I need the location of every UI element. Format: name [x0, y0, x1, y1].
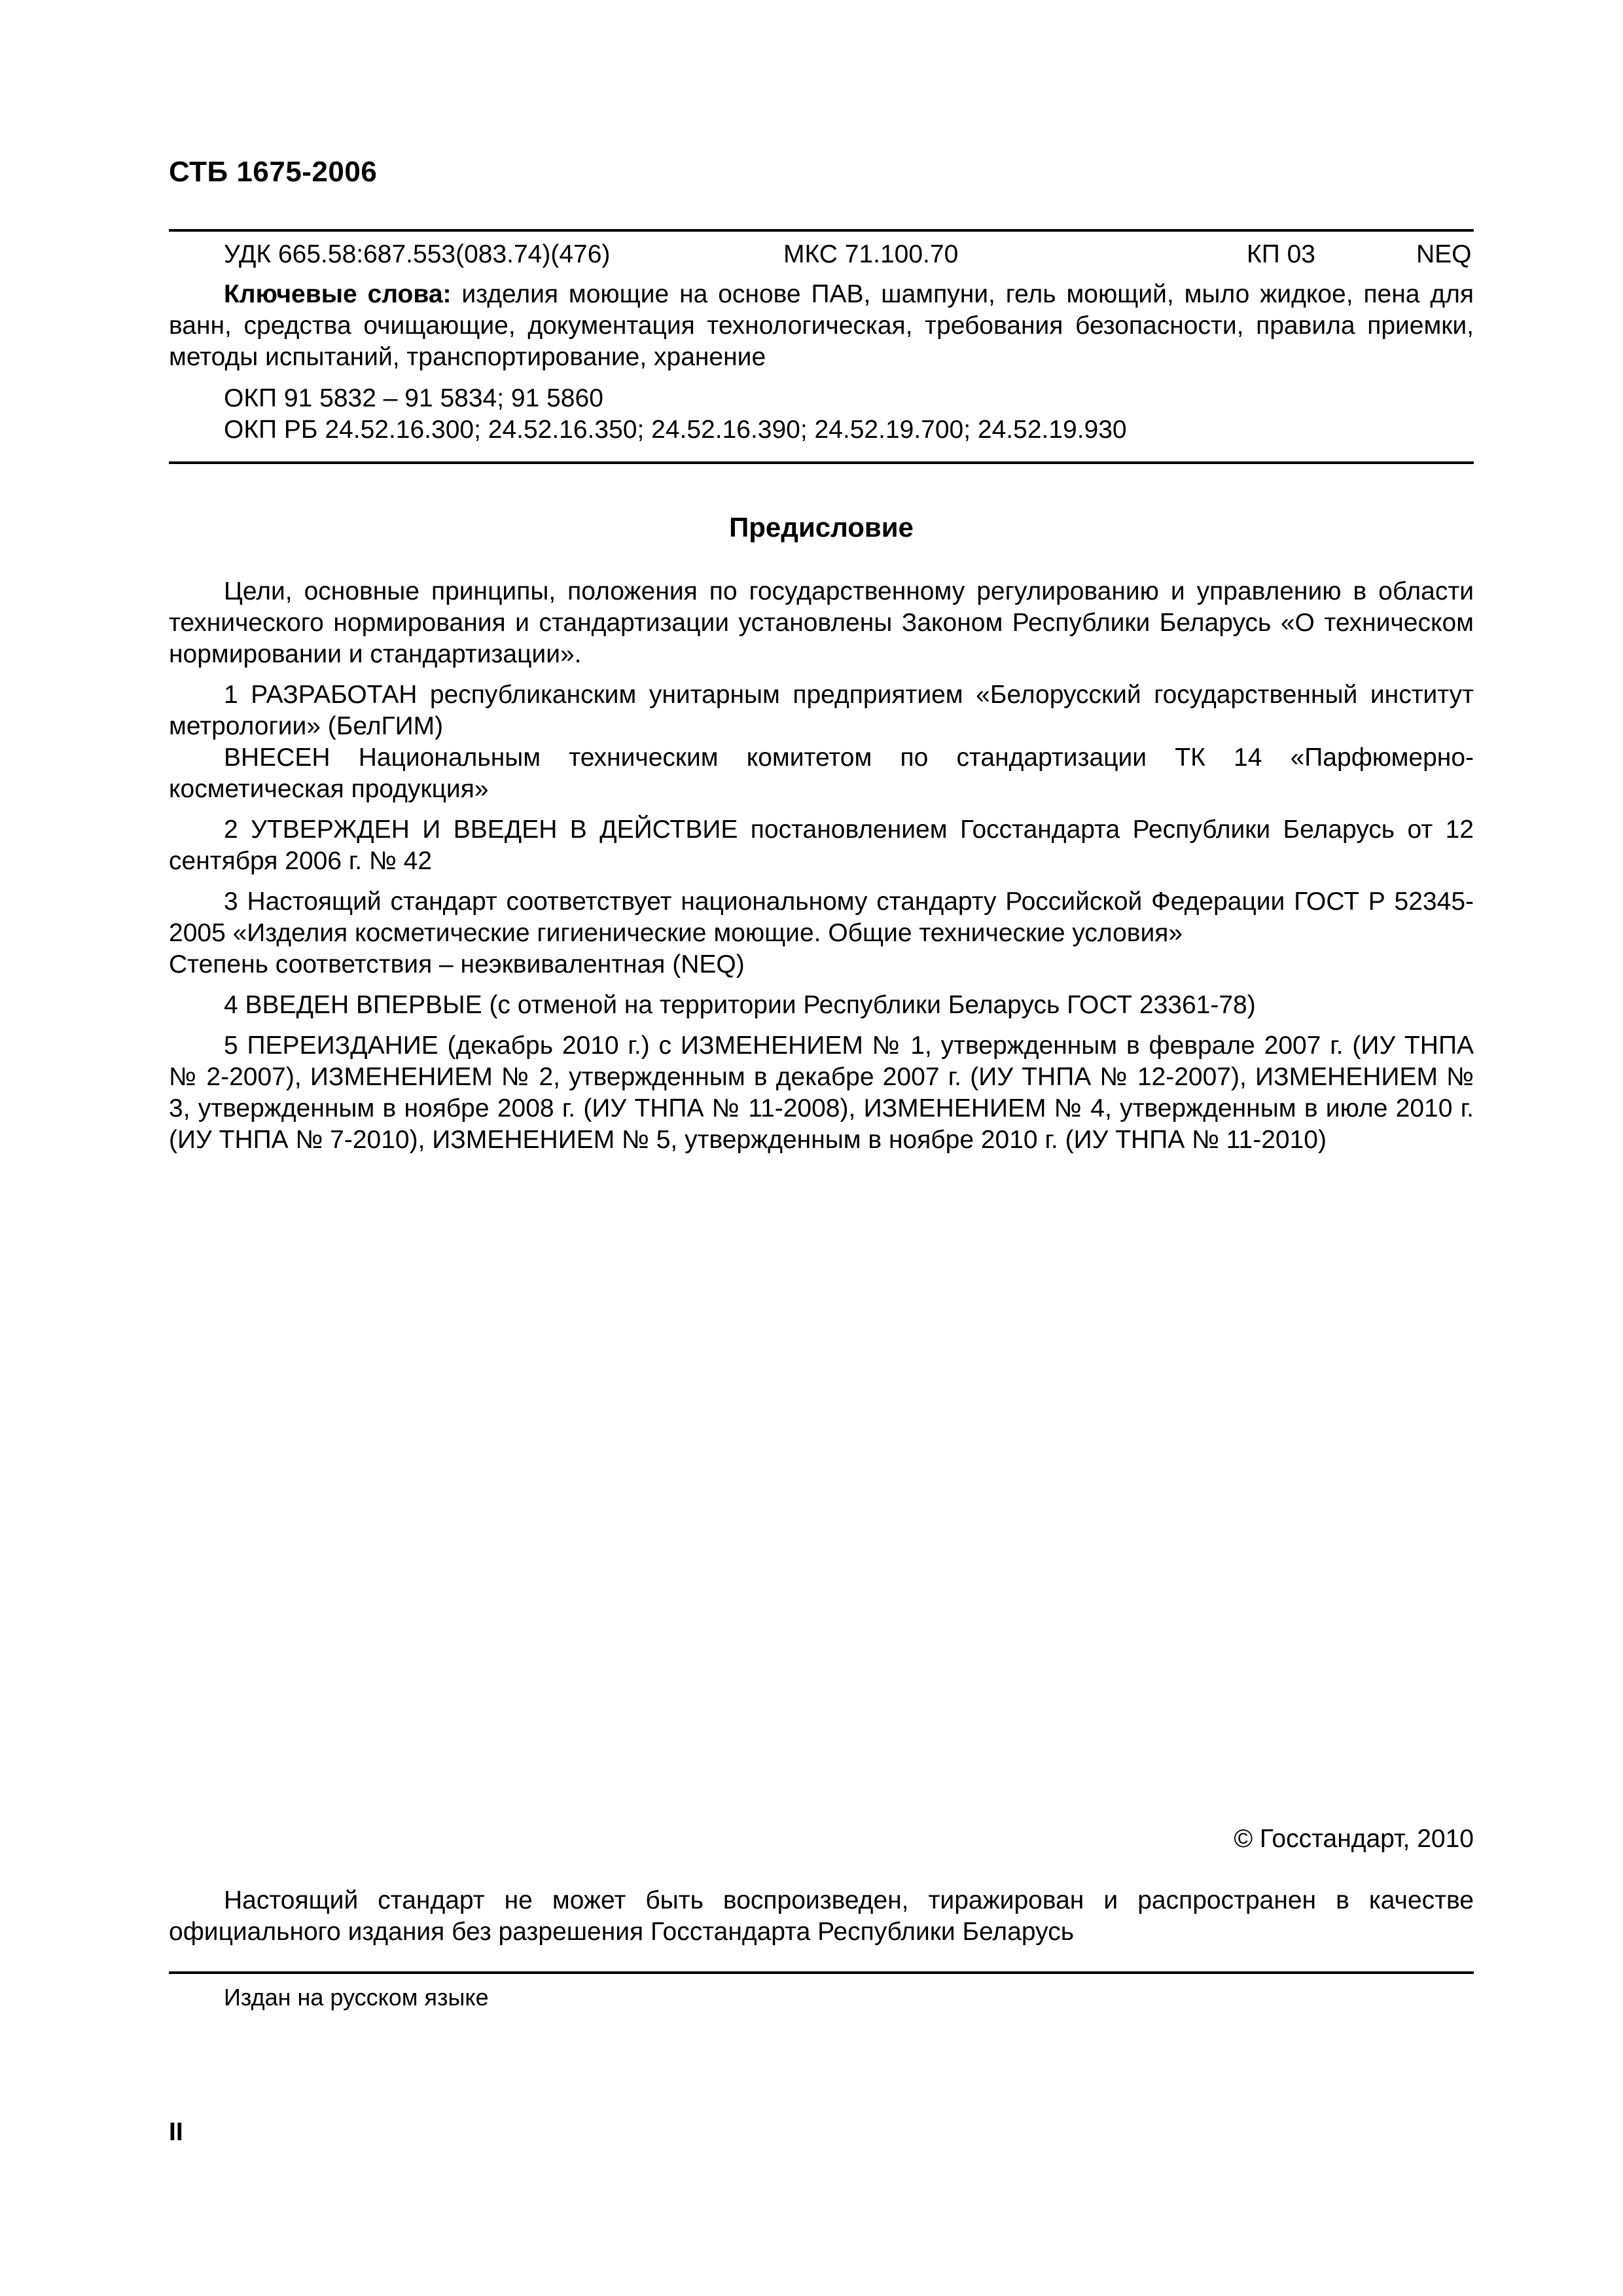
foreword-intro: Цели, основные принципы, положения по государственному регулированию и управлению в области технического нормирования и стандартизации установлены Законом Республики Беларусь «О техническом нормировании и стандартизации».: [169, 577, 1474, 668]
conformity-code: NEQ: [1416, 240, 1472, 268]
keywords-paragraph: [169, 279, 1474, 373]
udk-code: УДК 665.58:687.553(083.74)(476): [224, 240, 611, 268]
foreword-body: [169, 576, 1474, 1165]
foreword-title: Предисловие: [729, 512, 914, 543]
middle-divider: [169, 461, 1474, 464]
foreword-item-5: 5 ПЕРЕИЗДАНИЕ (декабрь 2010 г.) с ИЗМЕНЕНИЕМ № 1, утвержденным в феврале 2007 г. (ИУ ТНПА № 2-2007), ИЗМЕНЕНИЕМ № 2, утвержденным в декабре 2007 г. (ИУ ТНПА № 12-2007), ИЗМЕНЕНИЕМ № 3, утвержденным в ноябре 2008 г. (ИУ ТНПА № 11-2008), ИЗМЕНЕНИЕМ № 4, утвержденным в июле 2010 г. (ИУ ТНПА № 7-2010), ИЗМЕНЕНИЕМ № 5, утвержденным в ноябре 2010 г. (ИУ ТНПА № 11-2010): [169, 1031, 1474, 1154]
standard-id-header: СТБ 1675-2006: [169, 156, 378, 188]
foreword-item-2: 2 УТВЕРЖДЕН И ВВЕДЕН В ДЕЙСТВИЕ постановлением Госстандарта Республики Беларусь от 12 сентября 2006 г. № 42: [169, 816, 1474, 875]
bottom-divider: [169, 1971, 1474, 1974]
foreword-item-1-developed: 1 РАЗРАБОТАН республиканским унитарным предприятием «Белорусский государственный институт метрологии» (БелГИМ): [169, 681, 1474, 740]
keywords-label: Ключевые слова:: [224, 280, 452, 308]
page-number: II: [169, 2118, 183, 2146]
keywords-text: изделия моющие на основе ПАВ, шампуни, гель моющий, мыло жидкое, пена для ванн, средства очищающие, документация технологическая, требования безопасности, правила приемки, методы испытаний, транспортирование, хранение: [169, 280, 1474, 371]
mks-code: МКС 71.100.70: [783, 240, 959, 268]
kp-code: КП 03: [1247, 240, 1315, 268]
okp-codes: [169, 383, 1529, 446]
copyright: © Госстандарт, 2010: [1234, 1825, 1474, 1853]
okp-line-1: ОКП 91 5832 – 91 5834; 91 5860: [224, 384, 603, 412]
foreword-item-1-introduced: ВНЕСЕН Национальным техническим комитетом по стандартизации ТК 14 «Парфюмерно-косметическая продукция»: [169, 744, 1474, 803]
foreword-item-4: 4 ВВЕДЕН ВПЕРВЫЕ (с отменой на территории Республики Беларусь ГОСТ 23361-78): [224, 991, 1256, 1019]
published-language: Издан на русском языке: [224, 1984, 489, 2011]
top-divider: [169, 229, 1474, 232]
reproduction-notice: Настоящий стандарт не может быть воспроизведен, тиражирован и распространен в качестве официального издания без разрешения Госстандарта Республики Беларусь: [169, 1886, 1474, 1946]
okp-line-2: ОКП РБ 24.52.16.300; 24.52.16.350; 24.52.16.390; 24.52.19.700; 24.52.19.930: [224, 416, 1127, 444]
foreword-item-3: 3 Настоящий стандарт соответствует национальному стандарту Российской Федерации ГОСТ Р 52345-2005 «Изделия косметические гигиенические моющие. Общие технические условия»: [169, 888, 1474, 947]
foreword-item-3-degree: Степень соответствия – неэквивалентная (NEQ): [169, 950, 745, 978]
